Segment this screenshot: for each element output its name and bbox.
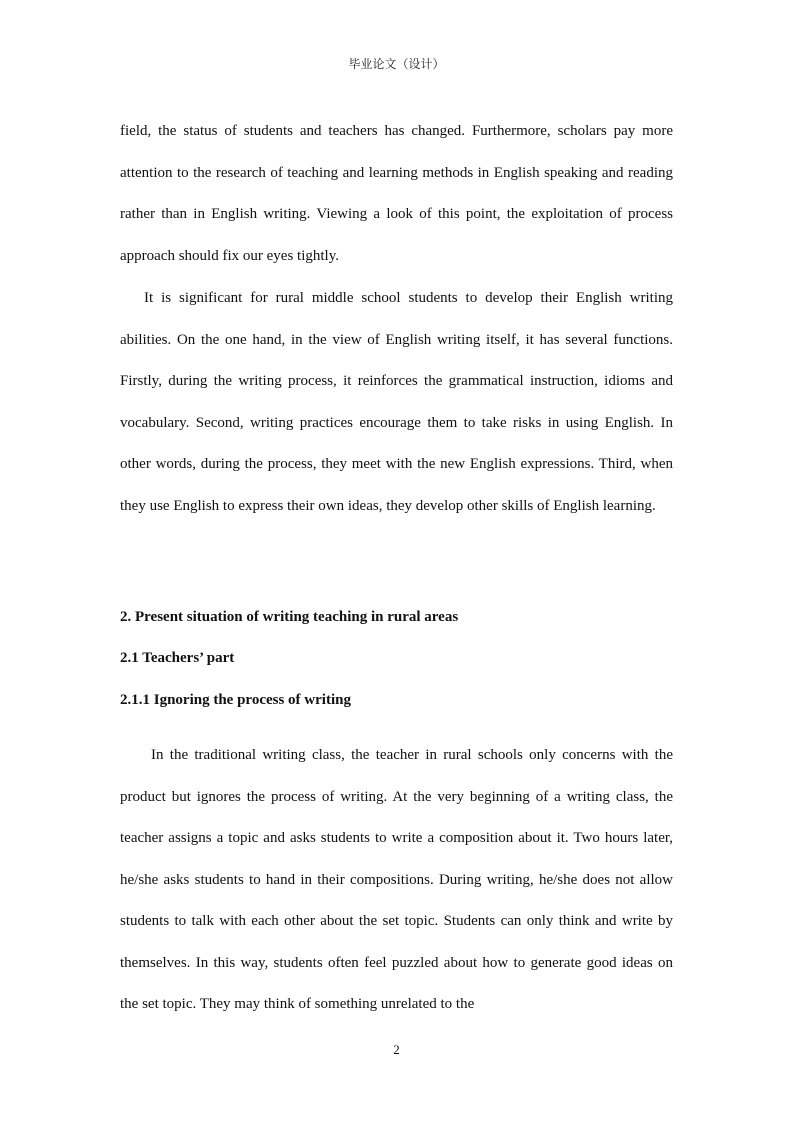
page-header-title: 毕业论文（设计） <box>348 57 445 71</box>
paragraph-significance: It is significant for rural middle school students to develop their English writing abilities. On the one hand, in the view of English writing itself, it has several functions. Firstly, during the writing process, it reinforces the grammatical instruction, idioms and vocabulary. Second, writing practices encourage them to take risks in using English. In other words, during the process, they meet with the new English expressions. Third, when they use English to express their own ideas, they develop other skills of English learning. <box>120 290 673 514</box>
subsubsection-heading: 2.1.1 Ignoring the process of writing <box>120 692 351 708</box>
paragraph-continued-intro: field, the status of students and teachers has changed. Furthermore, scholars pay more attention to the research of teaching and learning methods in English speaking and reading rather than in English writing. Viewing a look of this point, the exploitation of process approach should fix our eyes tightly. <box>120 123 673 264</box>
paragraph-traditional-class: In the traditional writing class, the teacher in rural schools only concerns with the product but ignores the process of writing. At the very beginning of a writing class, the teacher assigns a topic and asks students to write a composition about it. Two hours later, he/she asks students to hand in their compositions. During writing, he/she does not allow students to talk with each other about the set topic. Students can only think and write by themselves. In this way, students often feel puzzled about how to generate good ideas on the set topic. They may think of something unrelated to the <box>120 747 673 1012</box>
page-number: 2 <box>393 1042 400 1057</box>
section-heading: 2. Present situation of writing teaching in rural areas <box>120 609 459 625</box>
subsection-heading: 2.1 Teachers’ part <box>120 650 235 666</box>
